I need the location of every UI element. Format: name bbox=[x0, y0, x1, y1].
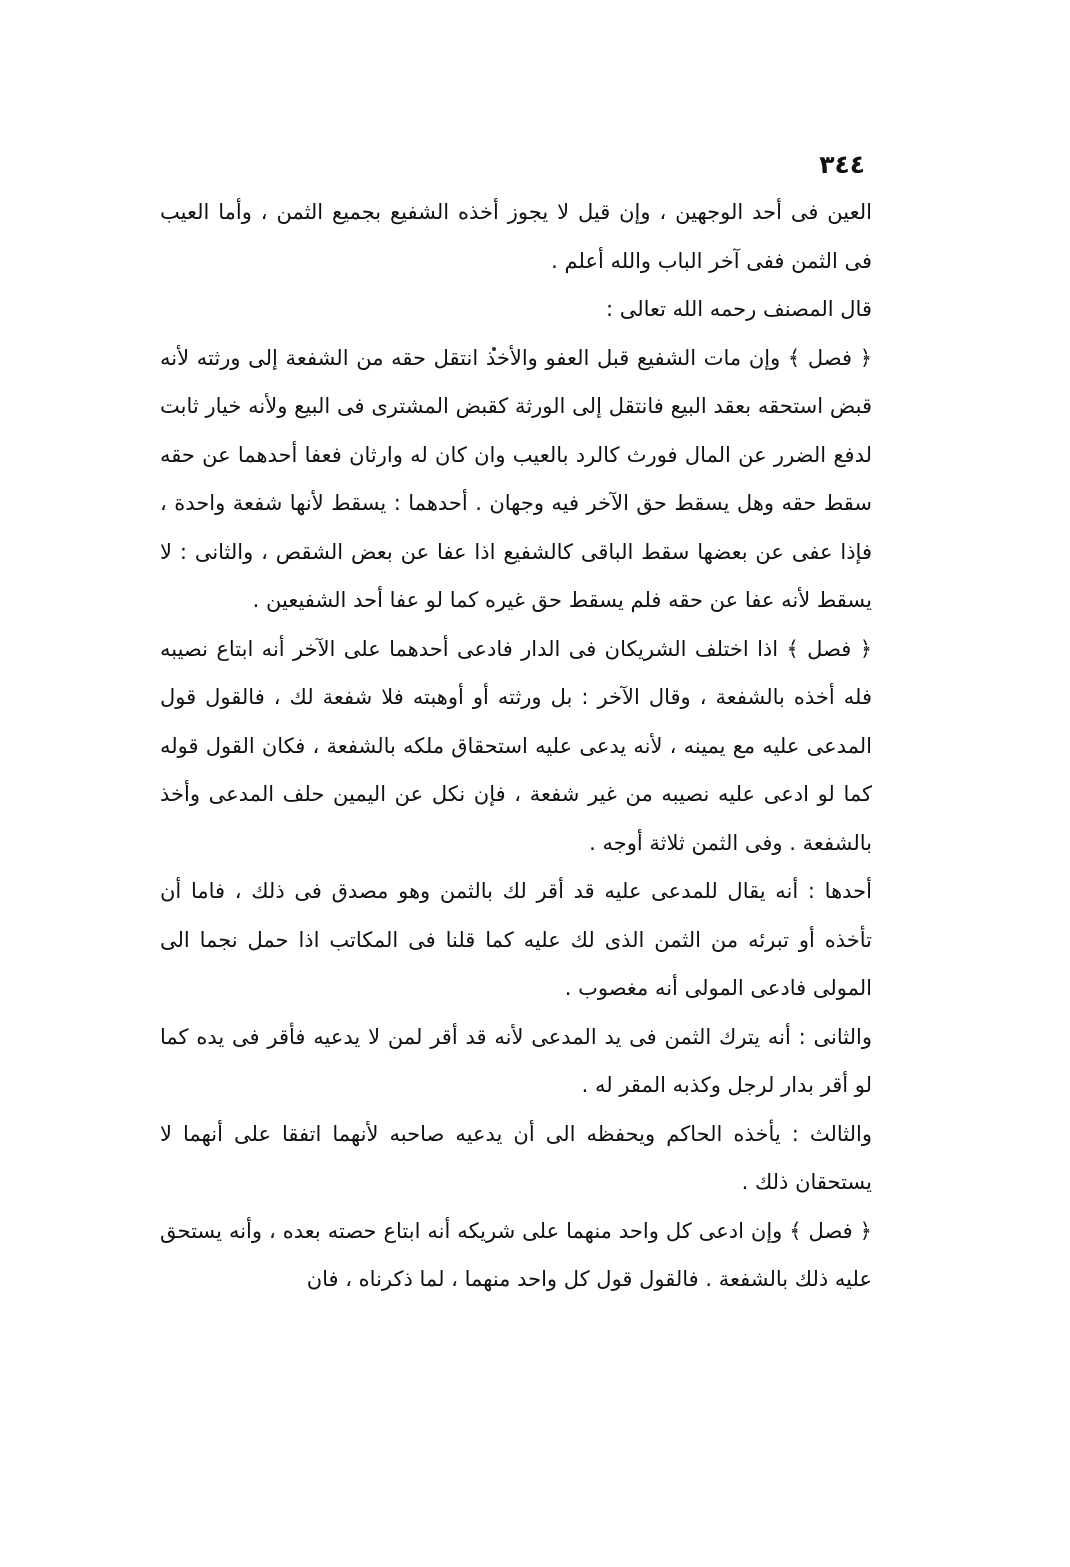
paragraph-first-view: أحدها : أنه يقال للمدعى عليه قد أقر لك بالثمن وهو مصدق فى ذلك ، فاما أن تأخذه أو تبرئه من الثمن الذى لك عليه كما قلنا فى المكاتب اذا حمل نجما الى المولى فادعى المولى أنه مغصوب . bbox=[160, 879, 872, 1000]
paragraph-second-view: والثانى : أنه يترك الثمن فى يد المدعى لأنه قد أقر لمن لا يدعيه فأقر فى يده كما لو أقر بدار لرجل وكذبه المقر له . bbox=[160, 1024, 872, 1097]
author-heading: قال المصنف رحمه الله تعالى : bbox=[605, 297, 872, 321]
page-number: ٣٤٤ bbox=[819, 150, 865, 179]
paragraph-continuation: العين فى أحد الوجهين ، وإن قيل لا يجوز أخذه الشفيع بجميع الثمن ، وأما العيب فى الثمن ففى آخر الباب والله أعلم . bbox=[160, 200, 872, 273]
paragraph-fasl-dispute: ﴿ فصل ﴾ اذا اختلف الشريكان فى الدار فادعى أحدهما على الآخر أنه ابتاع نصيبه فله أخذه بالشفعة ، وقال الآخر : بل ورثته أو أوهبته فلا شفعة لك ، فالقول قول المدعى عليه مع يمينه ، لأنه يدعى عليه استحقاق ملكه بالشفعة ، فكان القول قوله كما لو ادعى عليه نصيبه من غير شفعة ، فإن نكل عن اليمين حلف المدعى وأخذ بالشفعة . وفى الثمن ثلاثة أوجه . bbox=[160, 636, 872, 855]
paragraph-fasl-death-of-shafi: ﴿ فصل ﴾ وإن مات الشفيع قبل العفو والأخذ انتقل حقه من الشفعة إلى ورثته لأنه قبض استحقه بعقد البيع فانتقل إلى الورثة كقبض المشترى فى البيع ولأنه خيار ثابت لدفع الضرر عن المال فورث كالرد بالعيب وان كان له وارثان فعفا أحدهما عن حقه سقط حقه وهل يسقط حق الآخر فيه وجهان . أحدهما : يسقط لأنها شفعة واحدة ، فإذا عفى عن بعضها سقط الباقى كالشفيع اذا عفا عن بعض الشقص ، والثانى : لا يسقط لأنه عفا عن حقه فلم يسقط حق غيره كما لو عفا أحد الشفيعين . bbox=[160, 345, 872, 612]
page-body-text bbox=[160, 188, 872, 1304]
paragraph-fasl-mutual-claim: ﴿ فصل ﴾ وإن ادعى كل واحد منهما على شريكه أنه ابتاع حصته بعده ، وأنه يستحق عليه ذلك بالشفعة . فالقول قول كل واحد منهما ، لما ذكرناه ، فان bbox=[160, 1218, 872, 1291]
paragraph-third-view: والثالث : يأخذه الحاكم ويحفظه الى أن يدعيه صاحبه لأنهما اتفقا على أنهما لا يستحقان ذلك . bbox=[160, 1121, 872, 1194]
